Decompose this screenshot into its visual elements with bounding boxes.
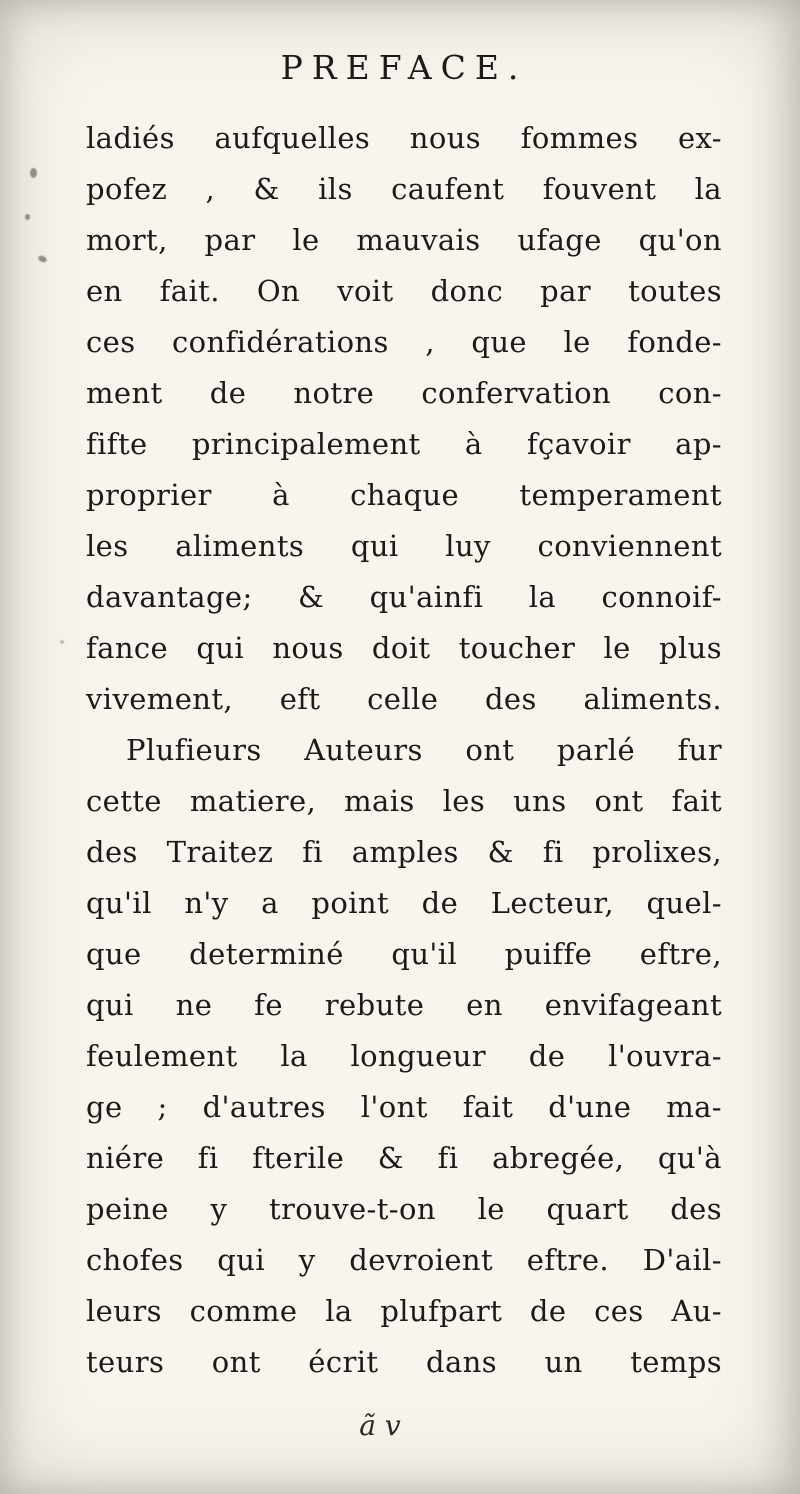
text-line: que determiné qu'il puiffe eftre,: [86, 937, 722, 971]
paragraph: [86, 113, 722, 725]
text-line: peine y trouve-t-on le quart des: [86, 1192, 722, 1226]
paper-speck: [37, 254, 48, 263]
text-block: [86, 113, 722, 1388]
signature-mark: ã v: [359, 1409, 401, 1442]
paper-speck: [60, 640, 64, 644]
text-line: ment de notre confervation con-: [86, 376, 722, 410]
text-line: teurs ont écrit dans un temps: [86, 1345, 722, 1379]
text-line: niére fi fterile & fi abregée, qu'à: [86, 1141, 722, 1175]
text-line: vivement, eft celle des aliments.: [86, 682, 722, 716]
text-line: cette matiere, mais les uns ont fait: [86, 784, 722, 818]
text-line: fance qui nous doit toucher le plus: [86, 631, 722, 665]
paper-speck: [30, 168, 37, 178]
text-line: feulement la longueur de l'ouvra-: [86, 1039, 722, 1073]
text-line: les aliments qui luy conviennent: [86, 529, 722, 563]
text-line: des Traitez fi amples & fi prolixes,: [86, 835, 722, 869]
text-line: en fait. On voit donc par toutes: [86, 274, 722, 308]
text-line: qui ne fe rebute en envifageant: [86, 988, 722, 1022]
text-line: qu'il n'y a point de Lecteur, quel-: [86, 886, 722, 920]
text-line: leurs comme la plufpart de ces Au-: [86, 1294, 722, 1328]
paragraph: [86, 725, 722, 1388]
paper-speck: [25, 214, 30, 220]
text-line: pofez , & ils caufent fouvent la: [86, 172, 722, 206]
page-title: PREFACE.: [280, 48, 528, 87]
text-line: ladiés aufquelles nous fommes ex-: [86, 121, 722, 155]
text-line: ces confidérations , que le fonde-: [86, 325, 722, 359]
text-line: mort, par le mauvais ufage qu'on: [86, 223, 722, 257]
text-line: ge ; d'autres l'ont fait d'une ma-: [86, 1090, 722, 1124]
text-line: fifte principalement à fçavoir ap-: [86, 427, 722, 461]
text-line: proprier à chaque temperament: [86, 478, 722, 512]
text-line: Plufieurs Auteurs ont parlé fur: [126, 733, 722, 767]
text-line: chofes qui y devroient eftre. D'ail-: [86, 1243, 722, 1277]
text-line: davantage; & qu'ainfi la connoif-: [86, 580, 722, 614]
